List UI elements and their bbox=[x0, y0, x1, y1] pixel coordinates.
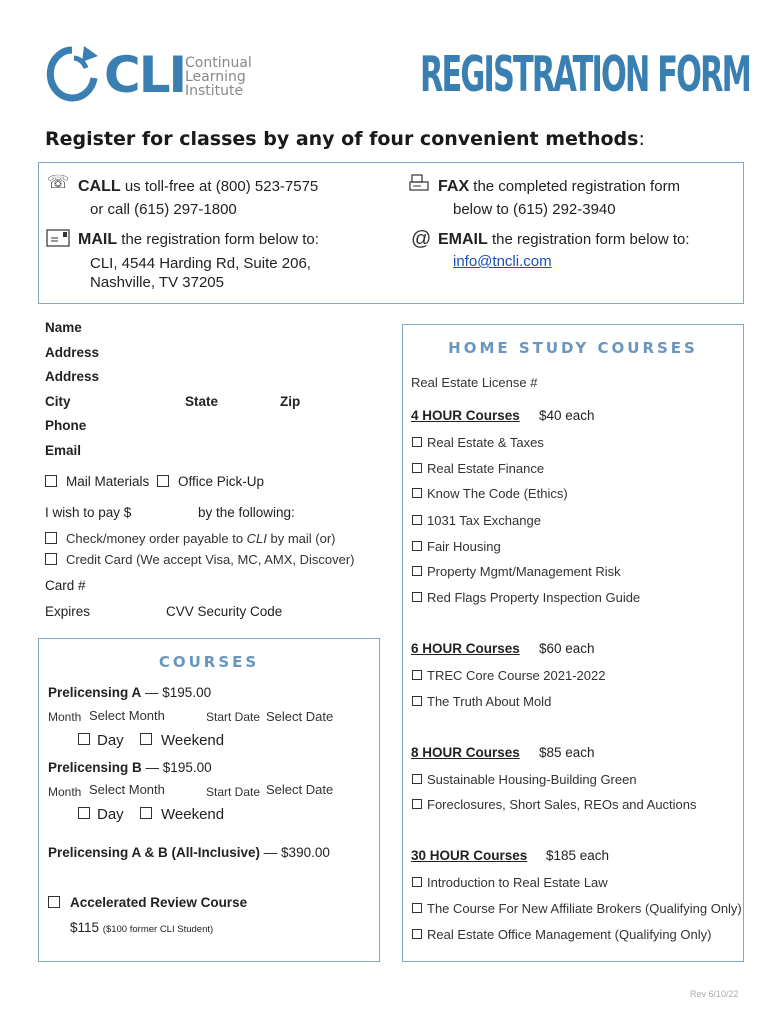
pay-amount-label: I wish to pay $ bbox=[45, 505, 132, 520]
eight-hour-price: $85 each bbox=[539, 745, 595, 760]
course-label: 1031 Tax Exchange bbox=[427, 513, 541, 528]
fax-method: FAX the completed registration form bbox=[438, 178, 681, 195]
course-label: Introduction to Real Estate Law bbox=[427, 875, 608, 890]
course-label: Fair Housing bbox=[427, 539, 501, 554]
course-checkbox[interactable] bbox=[412, 488, 422, 498]
day-b-label: Day bbox=[97, 806, 124, 823]
course-checkbox[interactable] bbox=[412, 515, 422, 525]
home-study-title: HOME STUDY COURSES bbox=[448, 339, 698, 357]
course-label: Property Mgmt/Management Risk bbox=[427, 564, 621, 579]
month-b-select[interactable]: Select Month bbox=[89, 782, 165, 797]
fax-number: below to (615) 292-3940 bbox=[453, 201, 616, 218]
credit-card-label: Credit Card (We accept Visa, MC, AMX, Discover) bbox=[66, 552, 355, 567]
call-method: CALL us toll-free at (800) 523-7575 bbox=[78, 178, 319, 195]
course-label: Know The Code (Ethics) bbox=[427, 486, 568, 501]
name-label: Name bbox=[45, 320, 82, 335]
course-label: The Course For New Affiliate Brokers (Qualifying Only) bbox=[427, 901, 742, 916]
course-checkbox[interactable] bbox=[412, 566, 422, 576]
weekend-a-label: Weekend bbox=[161, 732, 225, 749]
office-pickup-checkbox[interactable] bbox=[157, 475, 169, 487]
course-checkbox[interactable] bbox=[412, 592, 422, 602]
course-checkbox[interactable] bbox=[412, 774, 422, 784]
thirty-hour-price: $185 each bbox=[546, 848, 610, 863]
course-checkbox[interactable] bbox=[412, 670, 422, 680]
course-checkbox[interactable] bbox=[412, 463, 422, 473]
zip-label: Zip bbox=[280, 394, 301, 409]
course-checkbox[interactable] bbox=[412, 877, 422, 887]
logo-text: CLI bbox=[104, 46, 186, 104]
course-checkbox[interactable] bbox=[412, 903, 422, 913]
call-alt-number: or call (615) 297-1800 bbox=[90, 201, 237, 218]
month-a-label: Month bbox=[48, 710, 82, 724]
course-checkbox[interactable] bbox=[412, 437, 422, 447]
state-label: State bbox=[185, 394, 219, 409]
check-payment-label: Check/money order payable to CLI by mail (or) bbox=[66, 531, 336, 546]
license-number-label: Real Estate License # bbox=[411, 375, 538, 390]
course-label: Sustainable Housing-Building Green bbox=[427, 772, 637, 787]
credit-card-checkbox[interactable] bbox=[45, 553, 57, 565]
start-date-a-label: Start Date bbox=[206, 710, 261, 724]
expires-label: Expires bbox=[45, 604, 91, 619]
four-hour-price: $40 each bbox=[539, 408, 595, 423]
mail-address-line2: Nashville, TV 37205 bbox=[90, 274, 224, 291]
accelerated-review-checkbox[interactable] bbox=[48, 896, 60, 908]
course-label: Red Flags Property Inspection Guide bbox=[427, 590, 641, 605]
form-title: REGISTRATION FORM bbox=[420, 46, 750, 103]
six-hour-heading: 6 HOUR Courses bbox=[411, 641, 520, 656]
email-method: EMAIL the registration form below to: bbox=[438, 231, 690, 248]
course-checkbox[interactable] bbox=[412, 929, 422, 939]
accelerated-review-price: $115 ($100 former CLI Student) bbox=[70, 920, 214, 935]
mail-materials-label: Mail Materials bbox=[66, 474, 150, 489]
card-number-label: Card # bbox=[45, 578, 86, 593]
revision-note: Rev 6/10/22 bbox=[690, 989, 739, 999]
day-a-checkbox[interactable] bbox=[78, 733, 90, 745]
six-hour-price: $60 each bbox=[539, 641, 595, 656]
prelicensing-a: Prelicensing A — $195.00 bbox=[48, 685, 212, 700]
weekend-b-label: Weekend bbox=[161, 806, 225, 823]
day-b-checkbox[interactable] bbox=[78, 807, 90, 819]
mail-materials-checkbox[interactable] bbox=[45, 475, 57, 487]
fax-icon bbox=[409, 174, 429, 192]
course-checkbox[interactable] bbox=[412, 696, 422, 706]
start-date-a-select[interactable]: Select Date bbox=[266, 709, 334, 724]
city-label: City bbox=[45, 394, 71, 409]
prelicensing-ab: Prelicensing A & B (All-Inclusive) — $390.00 bbox=[48, 845, 330, 860]
pay-method-label: by the following: bbox=[198, 505, 295, 520]
mail-icon bbox=[46, 229, 70, 247]
thirty-hour-heading: 30 HOUR Courses bbox=[411, 848, 528, 863]
office-pickup-label: Office Pick-Up bbox=[178, 474, 265, 489]
email-label: Email bbox=[45, 443, 82, 458]
mail-method: MAIL the registration form below to: bbox=[78, 231, 319, 248]
day-a-label: Day bbox=[97, 732, 124, 749]
phone-label: Phone bbox=[45, 418, 87, 433]
logo-ring-icon bbox=[44, 44, 100, 106]
month-b-label: Month bbox=[48, 785, 82, 799]
start-date-b-label: Start Date bbox=[206, 785, 261, 799]
accelerated-review-label: Accelerated Review Course bbox=[70, 895, 248, 910]
month-a-select[interactable]: Select Month bbox=[89, 708, 165, 723]
address1-label: Address bbox=[45, 345, 100, 360]
course-label: Real Estate Office Management (Qualifying Only) bbox=[427, 927, 712, 942]
course-label: Real Estate Finance bbox=[427, 461, 545, 476]
at-sign-icon: @ bbox=[411, 228, 432, 250]
course-label: Foreclosures, Short Sales, REOs and Auctions bbox=[427, 797, 697, 812]
prelicensing-b: Prelicensing B — $195.00 bbox=[48, 760, 212, 775]
cvv-label: CVV Security Code bbox=[166, 604, 283, 619]
weekend-a-checkbox[interactable] bbox=[140, 733, 152, 745]
mail-address-line1: CLI, 4544 Harding Rd, Suite 206, bbox=[90, 255, 311, 272]
start-date-b-select[interactable]: Select Date bbox=[266, 782, 334, 797]
methods-heading: Register for classes by any of four convenient methods: bbox=[45, 128, 645, 150]
courses-title: COURSES bbox=[158, 653, 260, 671]
logo-subtitle: Continual Learning Institute bbox=[185, 55, 252, 99]
course-checkbox[interactable] bbox=[412, 541, 422, 551]
course-label: TREC Core Course 2021-2022 bbox=[427, 668, 606, 683]
eight-hour-heading: 8 HOUR Courses bbox=[411, 745, 520, 760]
weekend-b-checkbox[interactable] bbox=[140, 807, 152, 819]
address2-label: Address bbox=[45, 369, 100, 384]
course-label: The Truth About Mold bbox=[427, 694, 552, 709]
four-hour-heading: 4 HOUR Courses bbox=[411, 408, 520, 423]
course-label: Real Estate & Taxes bbox=[427, 435, 544, 450]
telephone-icon: ☏ bbox=[47, 172, 70, 192]
email-address-link[interactable]: info@tncli.com bbox=[453, 253, 552, 270]
check-payment-checkbox[interactable] bbox=[45, 532, 57, 544]
course-checkbox[interactable] bbox=[412, 799, 422, 809]
